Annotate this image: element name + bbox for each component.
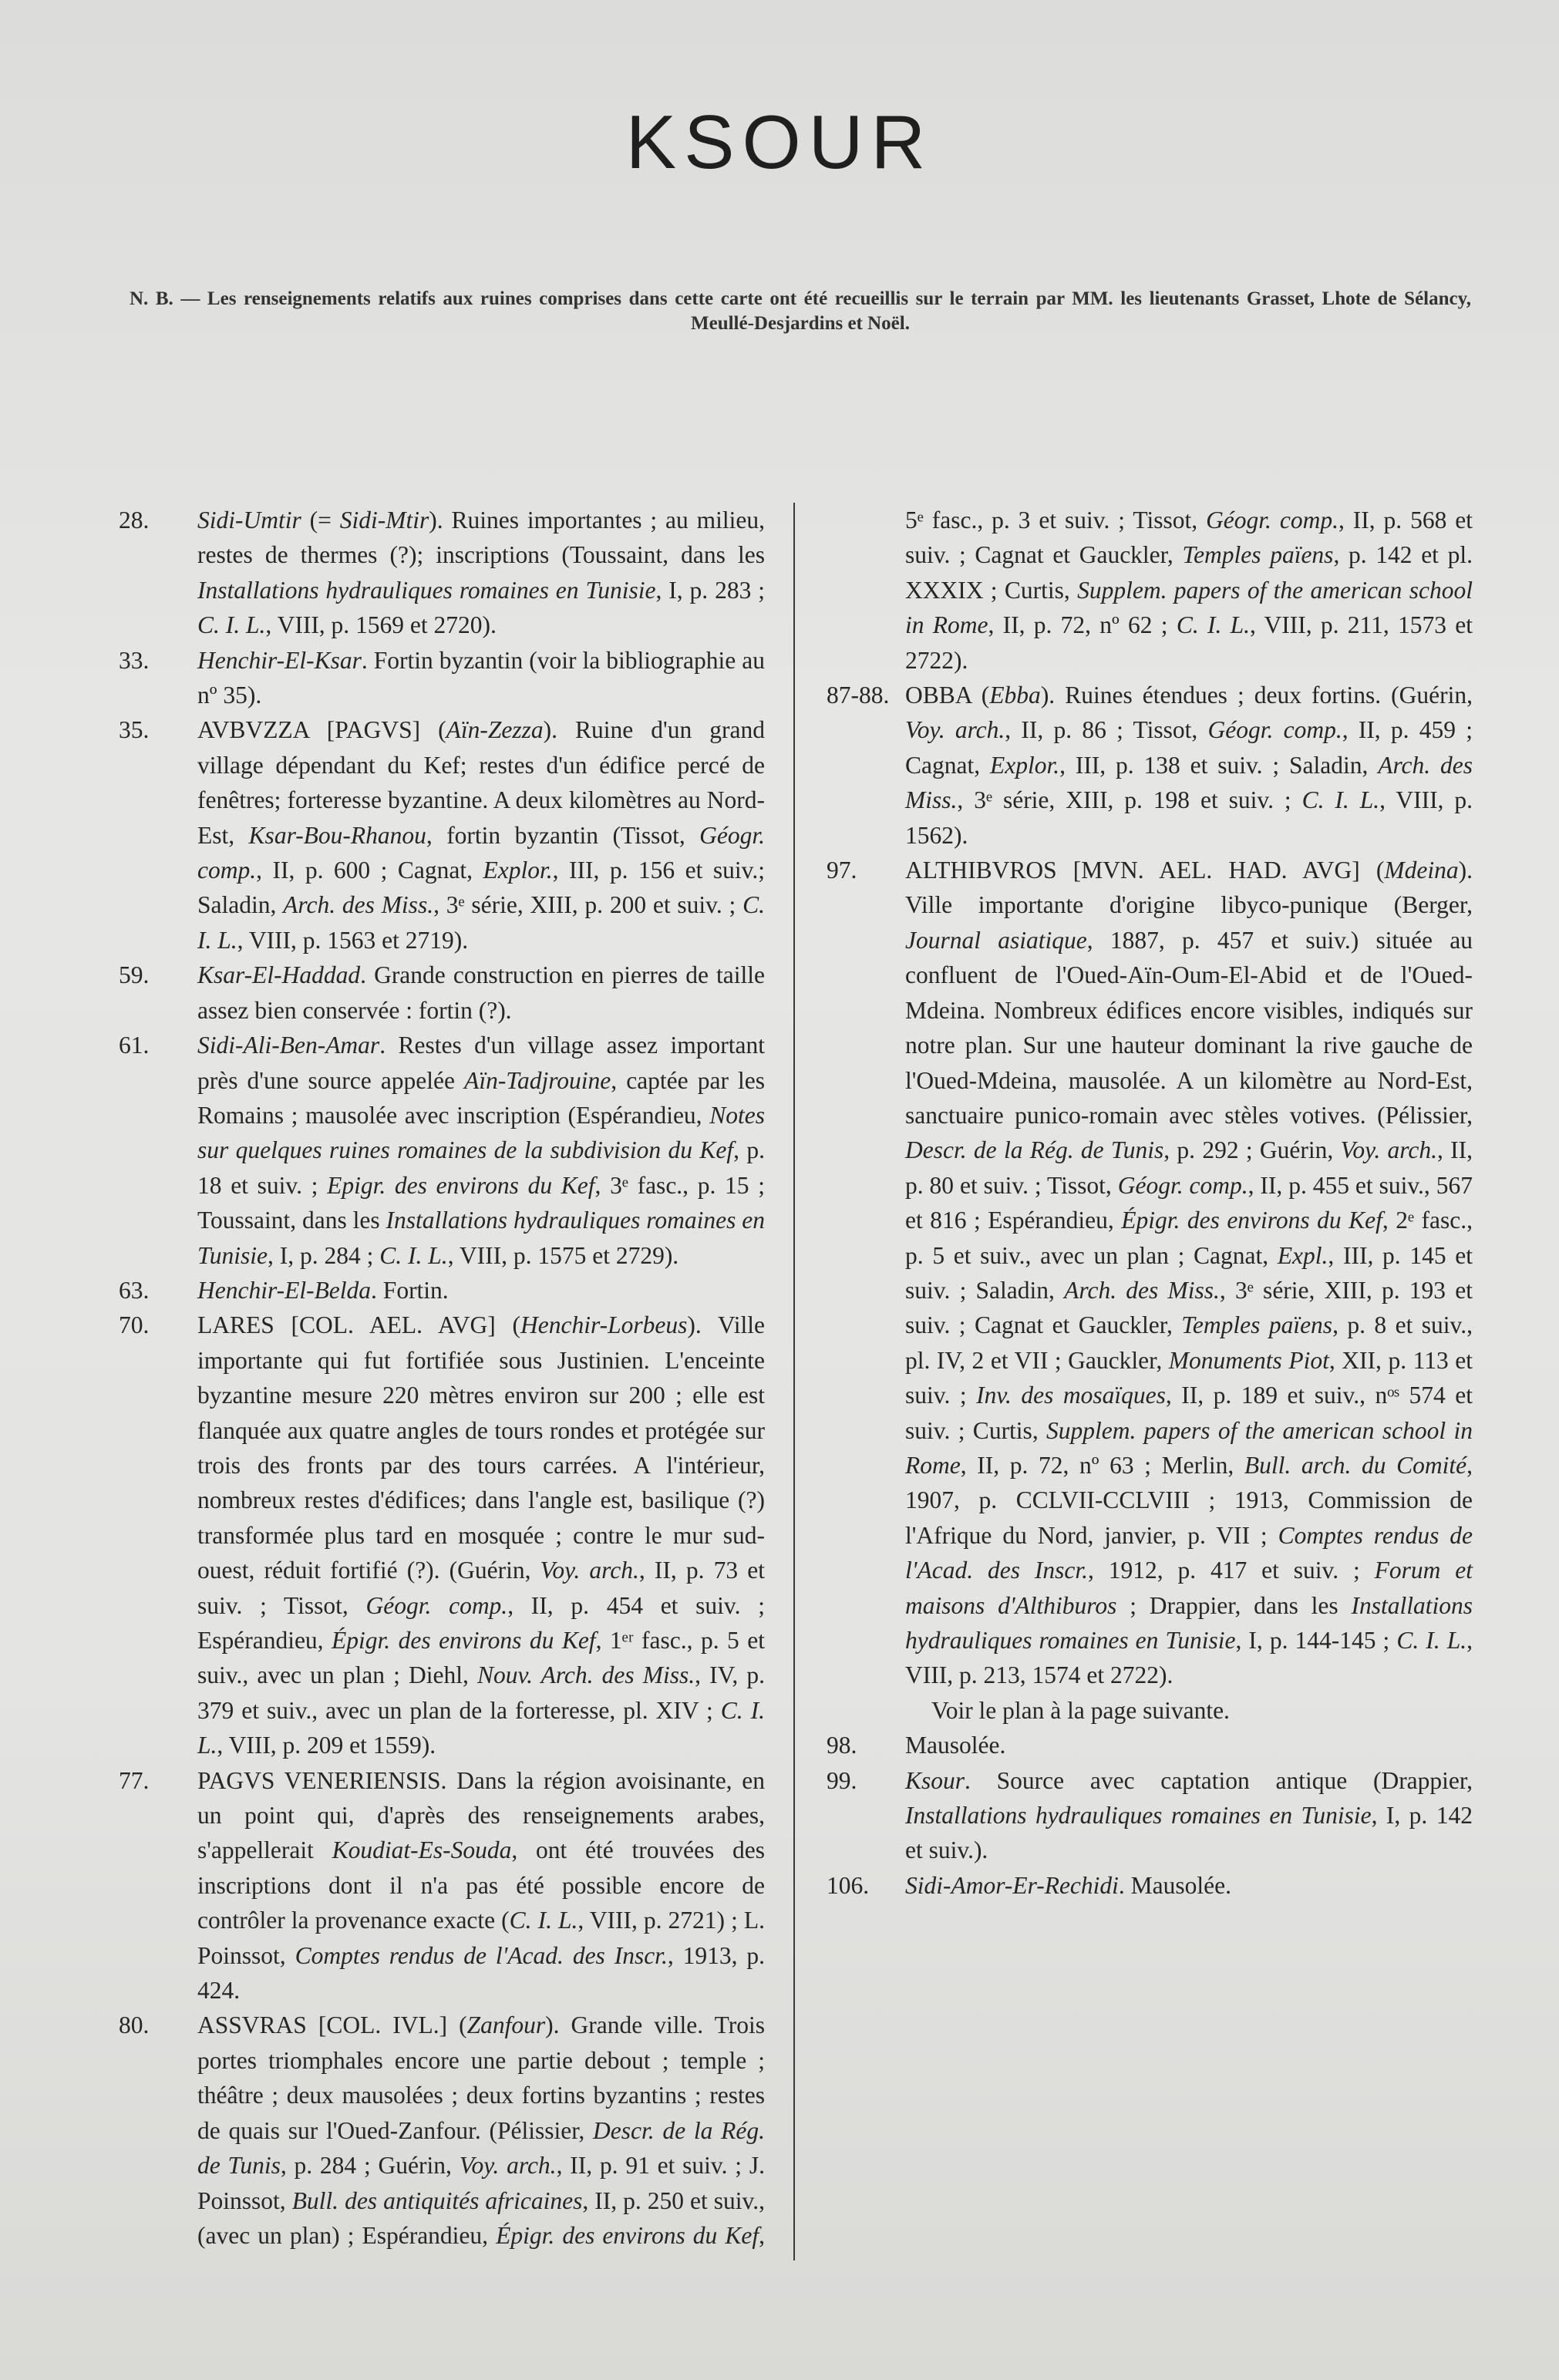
entry-text: , II, p. 73 et suiv. ; Tissot, — [197, 1557, 765, 1619]
italic-reference: C. I. L. — [1301, 786, 1380, 814]
italic-reference: Sidi-Mtir — [339, 507, 429, 534]
italic-reference: Voy. arch. — [1340, 1136, 1437, 1164]
entry-text: , II, p. 250 et suiv., (avec un plan) ; Espérandieu, — [197, 2186, 765, 2249]
entry-text: , I, p. 144-145 ; — [1235, 1627, 1397, 1654]
entry-text: , VIII, p. 213, 1574 et 2722). — [905, 1627, 1473, 1689]
entry-text: , II, p. 454 et suiv. ; Espérandieu, — [197, 1591, 765, 1654]
entry-text: , ont été trouvées des inscriptions dont il n'a pas été possible encore de contrôler la provenance exacte ( — [197, 1836, 765, 1934]
site-entry — [116, 1028, 765, 1273]
italic-reference: Voy. arch. — [905, 716, 1005, 744]
italic-reference: Épigr. des environs du Kef — [1121, 1207, 1382, 1234]
entry-text: , 1907, p. CCLVII-CCLVIII ; 1913, Commission de l'Afrique du Nord, janvier, p. VII ; — [905, 1451, 1473, 1549]
entry-text: , II, p. 600 ; Cagnat, — [256, 857, 483, 884]
entry-text: ). Ruine d'un grand village dépendant du Kef; restes d'un édifice percé de fenêtres; forteresse byzantine. A deux kilomètres au Nord-Est, — [197, 716, 765, 849]
italic-reference: Comptes rendus de l'Acad. des Inscr. — [295, 1941, 668, 1969]
italic-reference: Installations hydrauliques romaines en Tunisie — [905, 1591, 1473, 1654]
italic-reference: Notes sur quelques ruines romaines de la subdivision du Kef — [197, 1101, 765, 1164]
entry-text: . Restes d'un village assez important près d'une source appelée — [197, 1032, 765, 1094]
italic-reference: Sidi-Ali-Ben-Amar — [197, 1032, 380, 1059]
italic-reference: Épigr. des environs du Kef — [332, 1627, 596, 1654]
italic-reference: Installations hydrauliques romaines en Tunisie — [197, 576, 656, 604]
site-entry — [823, 1763, 1473, 1868]
site-entry — [116, 1308, 765, 1762]
entry-text: ). Ruines importantes ; au milieu, restes de thermes (?); inscriptions (Toussaint, dans les — [197, 507, 765, 569]
italic-reference: Temples païens — [1182, 541, 1334, 569]
site-entry — [823, 678, 1473, 853]
site-number: 97. — [827, 857, 857, 884]
italic-reference: Bull. arch. du Comité — [1244, 1451, 1467, 1479]
entry-text: , 3ᵉ série, XIII, p. 198 et suiv. ; — [957, 786, 1302, 814]
site-entry — [116, 958, 765, 1028]
entry-text: . Mausolée. — [1118, 1871, 1232, 1899]
entry-text: , VIII, p. 211, 1573 et 2722). — [905, 611, 1473, 674]
italic-reference: C. I. L. — [509, 1907, 578, 1934]
entry-text: , p. 292 ; Guérin, — [1163, 1136, 1341, 1164]
italic-reference: Géogr. comp. — [365, 1591, 508, 1619]
entry-text: , I, p. 283 ; — [655, 576, 765, 604]
entry-text: , fortin byzantin (Tissot, — [426, 821, 700, 849]
site-number: 61. — [119, 1032, 150, 1059]
entry-text: , III, p. 145 et suiv. ; Saladin, — [905, 1241, 1473, 1304]
italic-reference: Descr. de la Rég. de Tunis — [905, 1136, 1164, 1164]
italic-reference: C. I. L. — [197, 611, 266, 639]
site-number: 70. — [119, 1311, 150, 1339]
italic-reference: Ksour — [905, 1766, 965, 1794]
entry-text: , VIII, p. 1562). — [905, 786, 1473, 849]
site-number: 87-88. — [827, 682, 890, 709]
entry-text: , II, p. 80 et suiv. ; Tissot, — [905, 1136, 1473, 1199]
entry-text: , 3ᵉ fasc., p. 15 ; Toussaint, dans les — [197, 1171, 765, 1234]
site-entry — [116, 643, 765, 713]
italic-reference: Voy. arch. — [540, 1557, 639, 1584]
site-list — [116, 503, 1473, 2260]
italic-reference: Zanfour — [466, 2011, 546, 2039]
italic-reference: C. I. L. — [197, 1696, 765, 1759]
site-number: 106. — [827, 1871, 870, 1899]
italic-reference: Supplem. papers of the american school in Rome — [905, 1416, 1473, 1479]
italic-reference: Henchir-Lorbeus — [520, 1311, 688, 1339]
italic-reference: C. I. L. — [1396, 1627, 1467, 1654]
site-entry — [116, 1273, 765, 1308]
italic-reference: Arch. des Miss. — [1064, 1276, 1220, 1304]
italic-reference: Temples païens — [1181, 1311, 1333, 1339]
entry-text: , VIII, p. 1563 et 2719). — [237, 926, 469, 954]
entry-text: , II, p. 91 et suiv. ; J. Poinssot, — [197, 2152, 765, 2214]
italic-reference: Arch. des Miss. — [283, 891, 434, 919]
entry-text: (= — [301, 507, 340, 534]
entry-text: , 1ᵉʳ fasc., p. 5 et suiv., avec un plan ; Diehl, — [197, 1627, 765, 1689]
italic-reference: C. I. L. — [197, 891, 765, 954]
italic-reference: Bull. des antiquités africaines — [291, 2186, 583, 2214]
entry-text: ). Ville importante qui fut fortifiée sous Justinien. L'enceinte byzantine mesure 220 mètres environ sur 200 ; elle est flanquée aux quatre angles de tours rondes et protégée sur trois des fronts par des tours carrées. A l'intérieur, nombreux restes d'édifices; dans l'angle est, basilique (?) transformée plus tard en mosquée ; contre le mur sud-ouest, réduit fortifié (?). (Guérin, — [197, 1311, 765, 1584]
italic-reference: Explor. — [483, 857, 553, 884]
italic-reference: Nouv. Arch. des Miss. — [477, 1661, 695, 1689]
entry-text: ALTHIBVROS [MVN. AEL. HAD. AVG] ( — [905, 857, 1385, 884]
entry-text: , 1912, p. 417 et suiv. ; — [1087, 1557, 1375, 1584]
site-number: 98. — [827, 1732, 857, 1759]
site-number: 63. — [119, 1276, 150, 1304]
site-entry — [823, 853, 1473, 1693]
italic-reference: Mdeina — [1384, 857, 1459, 884]
italic-reference: Sidi-Umtir — [197, 507, 301, 534]
site-entry — [116, 1763, 765, 2008]
plan-note: Voir le plan à la page suivante. — [931, 1696, 1230, 1724]
site-entry — [823, 1868, 1473, 1903]
italic-reference: Expl. — [1277, 1241, 1328, 1269]
entry-text: , III, p. 156 et suiv.; Saladin, — [197, 857, 765, 919]
entry-text: LARES [COL. AEL. AVG] ( — [197, 1311, 520, 1339]
italic-reference: Forum et maisons d'Althiburos — [905, 1557, 1473, 1619]
entry-text: , I, p. 284 ; — [268, 1241, 380, 1269]
italic-reference: Aïn-Tadjrouine — [464, 1066, 611, 1094]
entry-text: AVBVZZA [PAGVS] ( — [197, 716, 446, 744]
italic-reference: Ebba — [989, 682, 1041, 709]
italic-reference: Descr. de la Rég. de Tunis — [197, 2116, 765, 2180]
entry-text: , p. 284 ; Guérin, — [280, 2152, 460, 2180]
site-number: 35. — [119, 716, 150, 744]
entry-text: , II, p. 189 et suiv., nᵒˢ 574 et suiv. ; Curtis, — [905, 1382, 1473, 1444]
entry-text: , captée par les Romains ; mausolée avec inscription (Espérandieu, — [197, 1066, 766, 1129]
entry-text: , 1913, p. 424. — [197, 1941, 766, 2005]
site-number: 59. — [119, 961, 150, 989]
site-number: 33. — [119, 646, 150, 674]
italic-reference: Géogr. comp. — [1206, 507, 1338, 534]
site-number: 28. — [119, 507, 150, 534]
entry-text: , 5ᵉ fasc., p. 3 et suiv. ; Tissot, — [759, 507, 1207, 2249]
italic-reference: Géogr. comp. — [1207, 716, 1342, 744]
entry-text: , 3ᵉ série, XIII, p. 193 et suiv. ; Cagnat et Gauckler, — [905, 1276, 1473, 1339]
italic-reference: Ksar-El-Haddad — [197, 961, 361, 989]
entry-text: , 3ᵉ série, XIII, p. 200 et suiv. ; — [433, 891, 743, 919]
italic-reference: Koudiat-Es-Souda — [332, 1836, 512, 1864]
italic-reference: Géogr. comp. — [1117, 1171, 1248, 1199]
entry-text: ). Ruines étendues ; deux fortins. (Guérin, — [1040, 682, 1473, 709]
entry-text: , II, p. 72, nº 62 ; — [988, 611, 1177, 639]
site-number: 99. — [827, 1766, 857, 1794]
entry-text: . Source avec captation antique (Drappier, — [965, 1766, 1473, 1794]
italic-reference: Epigr. des environs du Kef — [327, 1171, 595, 1199]
entry-text: , 1887, p. 457 et suiv.) située au confluent de l'Oued-Aïn-Oum-El-Abid et de l'Oued-Mdeina. Nombreux édifices encore visibles, indiqués sur notre plan. Sur une hauteur dominant la rive gauche de l'Oued-Mdeina, mausolée. A un kilomètre au Nord-Est, sanctuaire punico-romain avec stèles votives. (Pélissier, — [905, 926, 1473, 1129]
site-entry — [116, 712, 765, 958]
entry-text: , VIII, p. 1575 et 2729). — [447, 1241, 679, 1269]
entry-text: , p. 18 et suiv. ; — [197, 1136, 765, 1199]
italic-reference: Arch. des Miss. — [905, 751, 1473, 814]
entry-text: , 2ᵉ fasc., p. 5 et suiv., avec un plan ; Cagnat, — [905, 1207, 1473, 1269]
entry-text: , II, p. 459 ; Cagnat, — [905, 716, 1473, 779]
italic-reference: Journal asiatique — [905, 926, 1087, 954]
entry-text: , II, p. 455 et suiv., 567 et 816 ; Espérandieu, — [905, 1171, 1473, 1234]
site-entry — [116, 503, 765, 643]
italic-reference: Installations hydrauliques romaines en Tunisie — [905, 1802, 1372, 1830]
italic-reference: Sidi-Amor-Er-Rechidi — [905, 1871, 1119, 1899]
italic-reference: Explor. — [989, 751, 1060, 779]
entry-text: , II, p. 86 ; Tissot, — [1005, 716, 1208, 744]
entry-text: , XII, p. 113 et suiv. ; — [905, 1346, 1473, 1409]
entry-text: , II, p. 72, nº 63 ; Merlin, — [960, 1451, 1244, 1479]
entry-text: . Fortin. — [371, 1276, 449, 1304]
italic-reference: Épigr. des environs du Kef — [496, 2221, 759, 2249]
entry-text: , IV, p. 379 et suiv., avec un plan de la forteresse, pl. XIV ; — [197, 1661, 765, 1724]
entry-text: , II, p. 568 et suiv. ; Cagnat et Gauckler, — [905, 507, 1473, 569]
entry-text: , VIII, p. 209 et 1559). — [217, 1732, 436, 1759]
entry-text: , VIII, p. 1569 et 2720). — [265, 611, 497, 639]
italic-reference: Supplem. papers of the american school in Rome — [905, 576, 1473, 639]
italic-reference: C. I. L. — [1176, 611, 1250, 639]
italic-reference: Comptes rendus de l'Acad. des Inscr. — [905, 1521, 1473, 1584]
entry-text: , p. 142 et pl. XXXIX ; Curtis, — [905, 541, 1473, 604]
editorial-note: N. B. — Les renseignements relatifs aux ruines comprises dans cette carte ont été recueillis sur le terrain par MM. les lieutenants Grasset, Lhote de Sélancy, Meullé-Desjardins et Noël. — [130, 288, 1471, 334]
italic-reference: Aïn-Zezza — [446, 716, 544, 744]
page-title: KSOUR — [625, 99, 934, 184]
italic-reference: C. I. L. — [379, 1241, 448, 1269]
entry-text: ASSVRAS [COL. IVL.] ( — [197, 2011, 467, 2039]
entry-text: ; Drappier, dans les — [1116, 1591, 1352, 1619]
italic-reference: Installations hydrauliques romaines en Tunisie — [197, 1207, 765, 1269]
site-number: 77. — [119, 1766, 150, 1794]
entry-text: OBBA ( — [905, 682, 990, 709]
site-entry — [823, 1728, 1473, 1762]
italic-reference: Géogr. comp. — [197, 821, 765, 884]
entry-text: PAGVS VENERIENSIS. Dans la région avoisinante, en un point qui, d'après des renseignements arabes, s'appellerait — [197, 1766, 765, 1864]
italic-reference: Voy. arch. — [459, 2152, 557, 2180]
entry-text: , III, p. 138 et suiv. ; Saladin, — [1059, 751, 1379, 779]
entry-text: ). Grande ville. Trois portes triomphales encore une partie debout ; temple ; théâtre ; deux mausolées ; deux fortins byzantins ; restes de quais sur l'Oued-Zanfour. (Pélissier, — [197, 2011, 765, 2144]
entry-text: . Grande construction en pierres de taille assez bien conservée : fortin (?). — [197, 961, 765, 1024]
italic-reference: Monuments Piot — [1168, 1346, 1329, 1374]
entry-text: , p. 8 et suiv., pl. IV, 2 et VII ; Gauckler, — [905, 1311, 1473, 1374]
italic-reference: Ksar-Bou-Rhanou — [248, 821, 426, 849]
italic-reference: Henchir-El-Ksar — [197, 646, 362, 674]
site-number: 80. — [119, 2011, 150, 2039]
italic-reference: Inv. des mosaïques — [976, 1382, 1166, 1409]
italic-reference: Henchir-El-Belda — [197, 1276, 372, 1304]
entry-text: , VIII, p. 2721) ; L. Poinssot, — [197, 1907, 765, 1969]
entry-text: ). Ville importante d'origine libyco-punique (Berger, — [905, 857, 1473, 919]
entry-text: , I, p. 142 et suiv.). — [905, 1802, 1473, 1864]
entry-text: . Fortin byzantin (voir la bibliographie au nº 35). — [197, 646, 765, 709]
entry-text: Mausolée. — [905, 1732, 1006, 1759]
